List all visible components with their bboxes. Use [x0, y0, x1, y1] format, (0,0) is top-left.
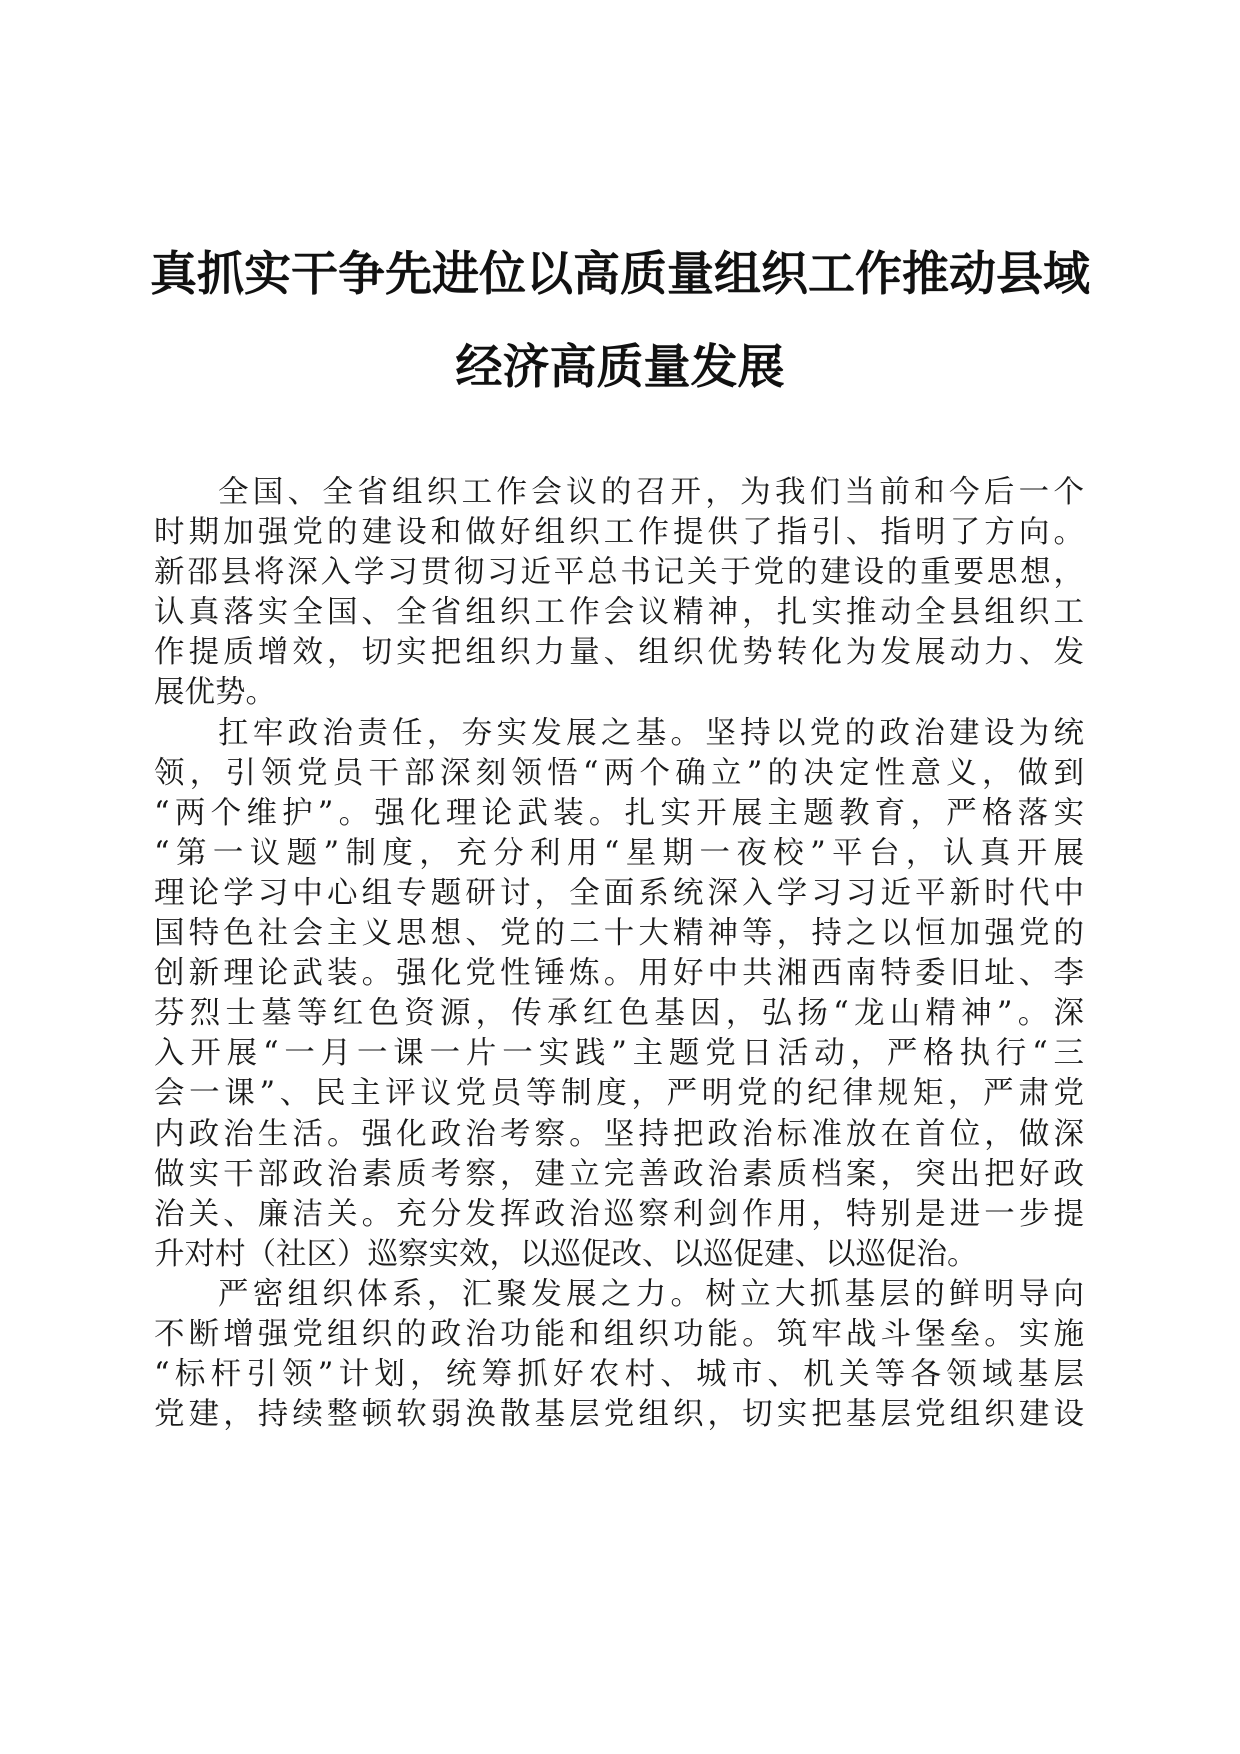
body-line-20: 升对村（社区）巡察实效，以巡促改、以巡促建、以巡促治。 — [154, 1236, 978, 1272]
title-line-1: 真抓实干争先进位以高质量组织工作推动县域 — [150, 247, 1090, 302]
body-line-14: 芬烈士墓等红色资源，传承红色基因，弘扬“龙山精神”。深 — [154, 996, 1084, 1032]
body-line-18: 做实干部政治素质考察，建立完善政治素质档案，突出把好政 — [154, 1156, 1084, 1192]
body-line-24: 党建，持续整顿软弱涣散基层党组织，切实把基层党组织建设 — [154, 1397, 1084, 1433]
body-line-6: 展优势。 — [154, 675, 276, 711]
body-line-19: 治关、廉洁关。充分发挥政治巡察利剑作用，特别是进一步提 — [154, 1196, 1084, 1232]
body-line-10: “第一议题”制度，充分利用“星期一夜校”平台，认真开展 — [154, 835, 1084, 871]
body-line-8: 领，引领党员干部深刻领悟“两个确立”的决定性意义，做到 — [154, 755, 1084, 791]
body-line-7: 扛牢政治责任，夯实发展之基。坚持以党的政治建设为统 — [218, 715, 1084, 751]
title-line-2: 经济高质量发展 — [455, 340, 785, 395]
body-line-21: 严密组织体系，汇聚发展之力。树立大抓基层的鲜明导向 — [218, 1276, 1084, 1312]
document-title — [150, 228, 1090, 414]
body-line-2: 时期加强党的建设和做好组织工作提供了指引、指明了方向。 — [154, 515, 1084, 551]
body-line-13: 创新理论武装。强化党性锤炼。用好中共湘西南特委旧址、李 — [154, 956, 1084, 992]
body-line-23: “标杆引领”计划，统筹抓好农村、城市、机关等各领域基层 — [154, 1357, 1084, 1393]
body-line-15: 入开展“一月一课一片一实践”主题党日活动，严格执行“三 — [154, 1036, 1084, 1072]
body-line-12: 国特色社会主义思想、党的二十大精神等，持之以恒加强党的 — [154, 916, 1084, 952]
body-line-4: 认真落实全国、全省组织工作会议精神，扎实推动全县组织工 — [154, 595, 1084, 631]
body-line-3: 新邵县将深入学习贯彻习近平总书记关于党的建设的重要思想， — [154, 555, 1084, 591]
body-line-5: 作提质增效，切实把组织力量、组织优势转化为发展动力、发 — [154, 635, 1084, 671]
body-line-22: 不断增强党组织的政治功能和组织功能。筑牢战斗堡垒。实施 — [154, 1316, 1084, 1352]
body-line-1: 全国、全省组织工作会议的召开，为我们当前和今后一个 — [218, 475, 1084, 510]
body-line-11: 理论学习中心组专题研讨，全面系统深入学习习近平新时代中 — [154, 875, 1084, 911]
document-body — [154, 473, 1084, 1435]
body-line-17: 内政治生活。强化政治考察。坚持把政治标准放在首位，做深 — [154, 1116, 1084, 1152]
body-line-16: 会一课”、民主评议党员等制度，严明党的纪律规矩，严肃党 — [154, 1076, 1084, 1112]
body-line-9: “两个维护”。强化理论武装。扎实开展主题教育，严格落实 — [154, 795, 1084, 831]
